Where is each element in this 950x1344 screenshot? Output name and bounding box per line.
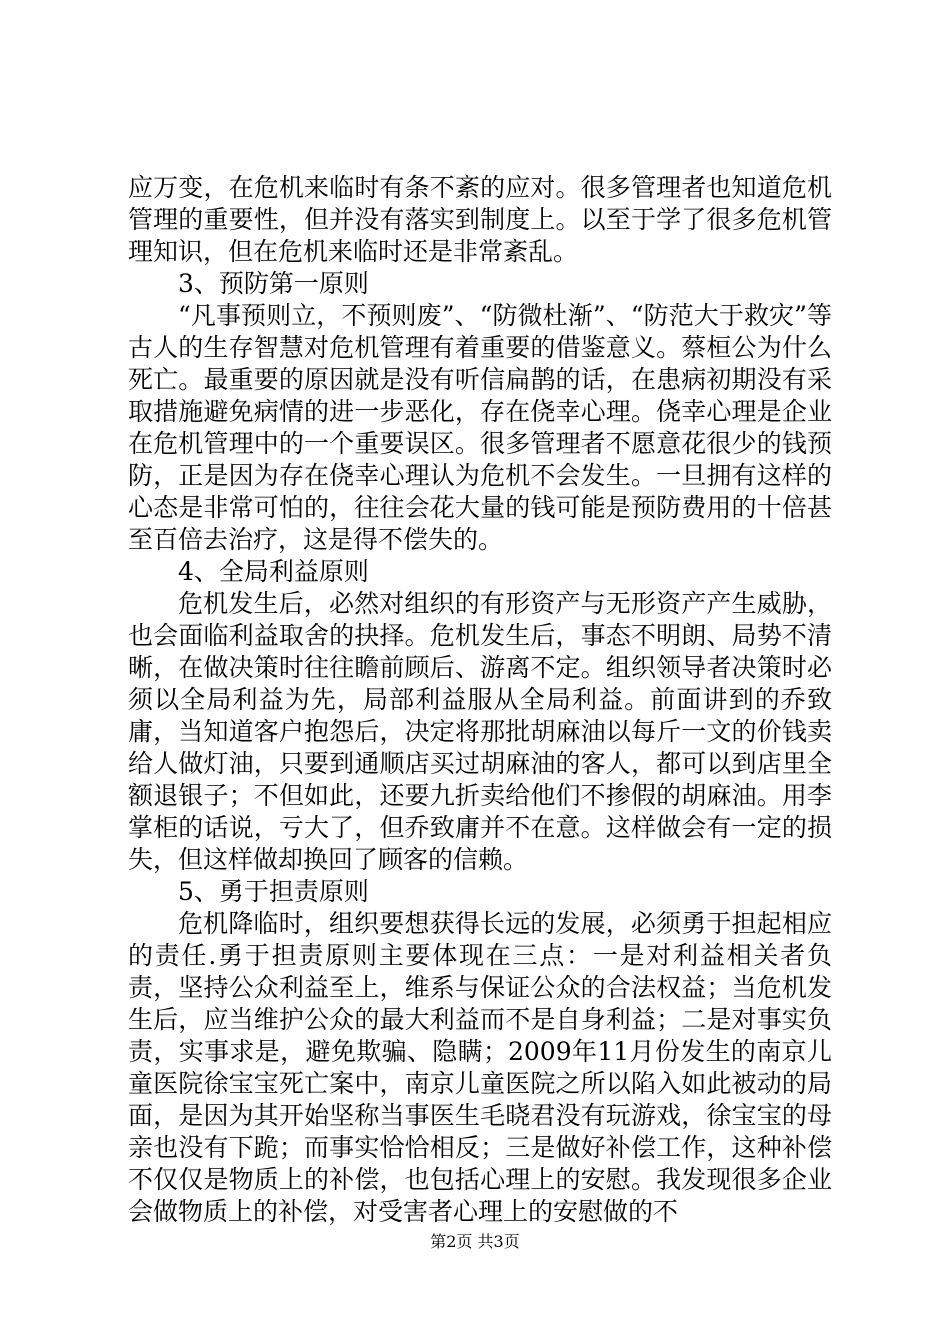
page-footer: 第2页 共3页 xyxy=(430,1232,520,1251)
paragraph: 应万变，在危机来临时有条不紊的应对。很多管理者也知道危机管理的重要性，但并没有落实到制度上。以至于学了很多危机管理知识，但在危机来临时还是非常紊乱。 xyxy=(128,173,832,266)
paragraph: 危机发生后，必然对组织的有形资产与无形资产产生威胁，也会面临利益取舍的抉择。危机发生后，事态不明朗、局势不清晰，在做决策时往往瞻前顾后、游离不定。组织领导者决策时必须以全局利益为先，局部利益服从全局利益。前面讲到的乔致庸，当知道客户抱怨后，决定将那批胡麻油以每斤一文的价钱卖给人做灯油，只要到通顺店买过胡麻油的客人，都可以到店里全额退银子；不但如此，还要九折卖给他们不掺假的胡麻油。用李掌柜的话说，亏大了，但乔致庸并不在意。这样做会有一定的损失，但这样做却换回了顾客的信赖。 xyxy=(128,589,832,874)
paragraph: 危机降临时，组织要想获得长远的发展，必须勇于担起相应的责任.勇于担责原则主要体现在三点：一是对利益相关者负责，坚持公众利益至上，维系与保证公众的合法权益；当危机发生后，应当维护公众的最大利益而不是自身利益；二是对事实负责，实事求是，避免欺骗、隐瞒；2009年11月份发生的南京儿童医院徐宝宝死亡案中，南京儿童医院之所以陷入如此被动的局面，是因为其开始坚称当事医生毛晓君没有玩游戏，徐宝宝的母亲也没有下跪；而事实恰恰相反；三是做好补偿工作，这种补偿不仅仅是物质上的补偿，也包括心理上的安慰。我发现很多企业会做物质上的补偿，对受害者心理上的安慰做的不 xyxy=(128,909,832,1226)
section-heading: 4、全局利益原则 xyxy=(178,557,369,586)
paragraph: “凡事预则立，不预则废”、“防微杜渐”、“防范大于救灾”等古人的生存智慧对危机管理有着重要的借鉴意义。蔡桓公为什么死亡。最重要的原因就是没有听信扁鹊的话，在患病初期没有采取措施避免病情的进一步恶化，存在侥幸心理。侥幸心理是企业在危机管理中的一个重要误区。很多管理者不愿意花很少的钱预防，正是因为存在侥幸心理认为危机不会发生。一旦拥有这样的心态是非常可怕的，往往会花大量的钱可能是预防费用的十倍甚至百倍去治疗，这是得不偿失的。 xyxy=(128,301,832,554)
document-body xyxy=(128,172,832,1228)
section-heading: 3、预防第一原则 xyxy=(178,269,369,298)
section-heading: 5、勇于担责原则 xyxy=(178,877,369,906)
